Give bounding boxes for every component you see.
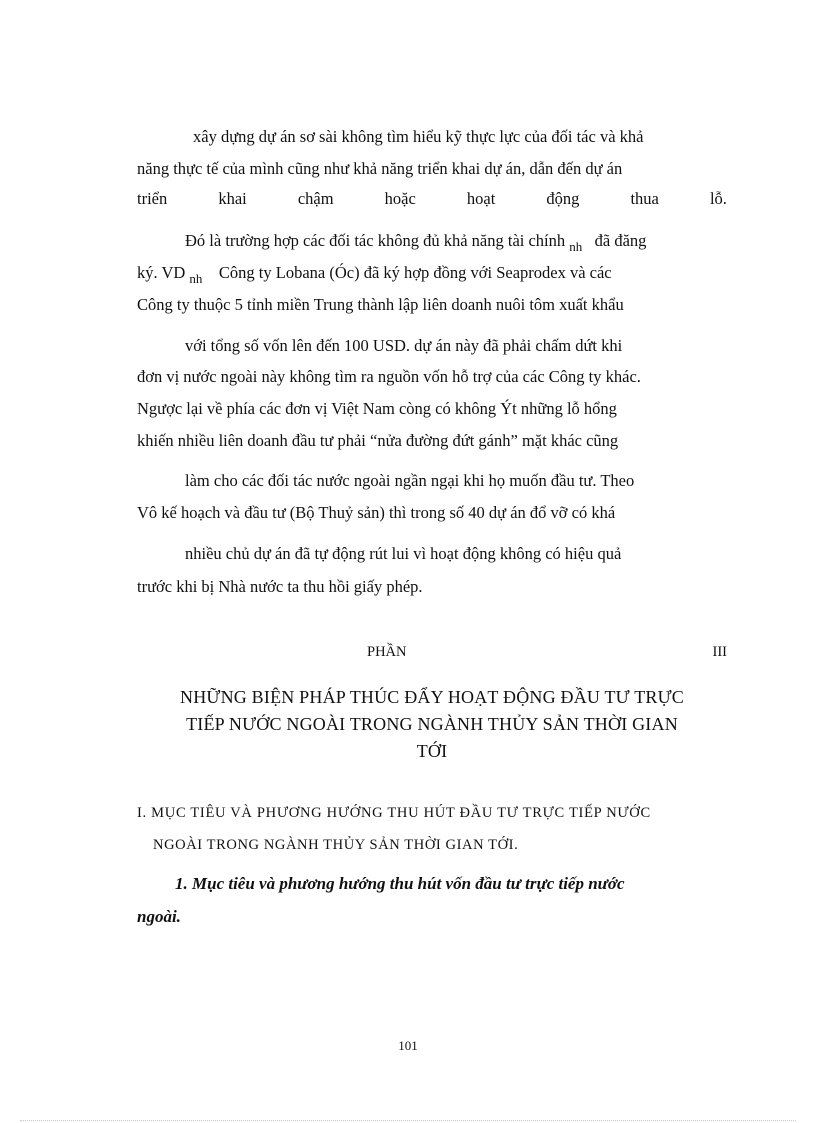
part-title-line-2: TIẾP NƯỚC NGOÀI TRONG NGÀNH THỦY SẢN THỜI GIAN	[186, 714, 678, 734]
part-title-line-3: TỚI	[416, 741, 448, 761]
word: động	[546, 189, 580, 208]
paragraph-2-line-9: Vô kế hoạch và đầu tư (Bộ Thuỷ sản) thì trong số 40 dự án đổ vỡ có khá	[137, 503, 616, 522]
word: khai	[218, 189, 247, 208]
paragraph-2-line-3: Công ty thuộc 5 tỉnh miền Trung thành lập liên doanh nuôi tôm xuất khẩu	[137, 295, 624, 314]
text: đã đăng	[594, 231, 647, 250]
part-title-line-1: NHỮNG BIỆN PHÁP THÚC ĐẨY HOẠT ĐỘNG ĐẦU TƯ TRỰC	[180, 687, 684, 707]
word: thua	[630, 189, 659, 208]
subsection-1-line-2: ngoài.	[137, 907, 181, 926]
paragraph-2-line-7: khiến nhiều liên doanh đầu tư phải “nửa đường đứt gánh” mặt khác cũng	[137, 431, 619, 450]
word: triển	[137, 189, 168, 208]
paragraph-2-line-8: làm cho các đối tác nước ngoài ngần ngại khi họ muốn đầu tư. Theo	[185, 471, 635, 490]
paragraph-1-line-2: năng thực tế của mình cũng như khả năng triển khai dự án, dẫn đến dự án	[137, 159, 623, 178]
paragraph-2-line-2	[137, 262, 727, 285]
part-heading	[137, 641, 727, 663]
footer-divider	[20, 1120, 796, 1121]
page-number: 101	[398, 1038, 418, 1053]
text: Đó là trường hợp các đối tác không đủ khả năng tài chính	[185, 231, 566, 250]
part-number: III	[712, 644, 727, 660]
paragraph-2-line-11: trước khi bị Nhà nước ta thu hồi giấy phép.	[137, 577, 423, 596]
subsection-1-line-1: 1. Mục tiêu và phương hướng thu hút vốn đầu tư trực tiếp nước	[175, 874, 625, 893]
part-label: PHẦN	[367, 644, 407, 660]
paragraph-1-line-1: xây dựng dự án sơ sài không tìm hiểu kỹ thực lực của đối tác và khả	[193, 127, 644, 146]
text: ký. VD	[137, 263, 186, 282]
word: lỗ.	[709, 189, 727, 208]
word: hoạt	[466, 189, 496, 208]
subscript: nh	[189, 271, 203, 286]
paragraph-2-line-1	[137, 230, 727, 253]
paragraph-2-line-6: Ngược lại về phía các đơn vị Việt Nam còng có không Ýt những lỗ hổng	[137, 399, 617, 418]
subscript: nh	[569, 239, 583, 254]
paragraph-2-line-4: với tổng số vốn lên đến 100 USD. dự án này đã phải chấm dứt khi	[185, 336, 623, 355]
paragraph-1-line-3	[137, 188, 727, 210]
section-i-line-1: I. MỤC TIÊU VÀ PHƯƠNG HƯỚNG THU HÚT ĐẦU TƯ TRỰC TIẾP NƯỚC	[137, 805, 651, 821]
section-i-line-2: NGOÀI TRONG NGÀNH THỦY SẢN THỜI GIAN TỚI.	[153, 837, 519, 853]
text: Công ty Lobana (Óc) đã ký hợp đồng với Seaprodex và các	[218, 263, 612, 282]
word: chậm	[297, 189, 334, 208]
paragraph-2-line-10: nhiều chủ dự án đã tự động rút lui vì hoạt động không có hiệu quả	[185, 544, 622, 563]
paragraph-2-line-5: đơn vị nước ngoài này không tìm ra nguồn vốn hỗ trợ của các Công ty khác.	[137, 367, 641, 386]
word: hoặc	[384, 189, 416, 208]
